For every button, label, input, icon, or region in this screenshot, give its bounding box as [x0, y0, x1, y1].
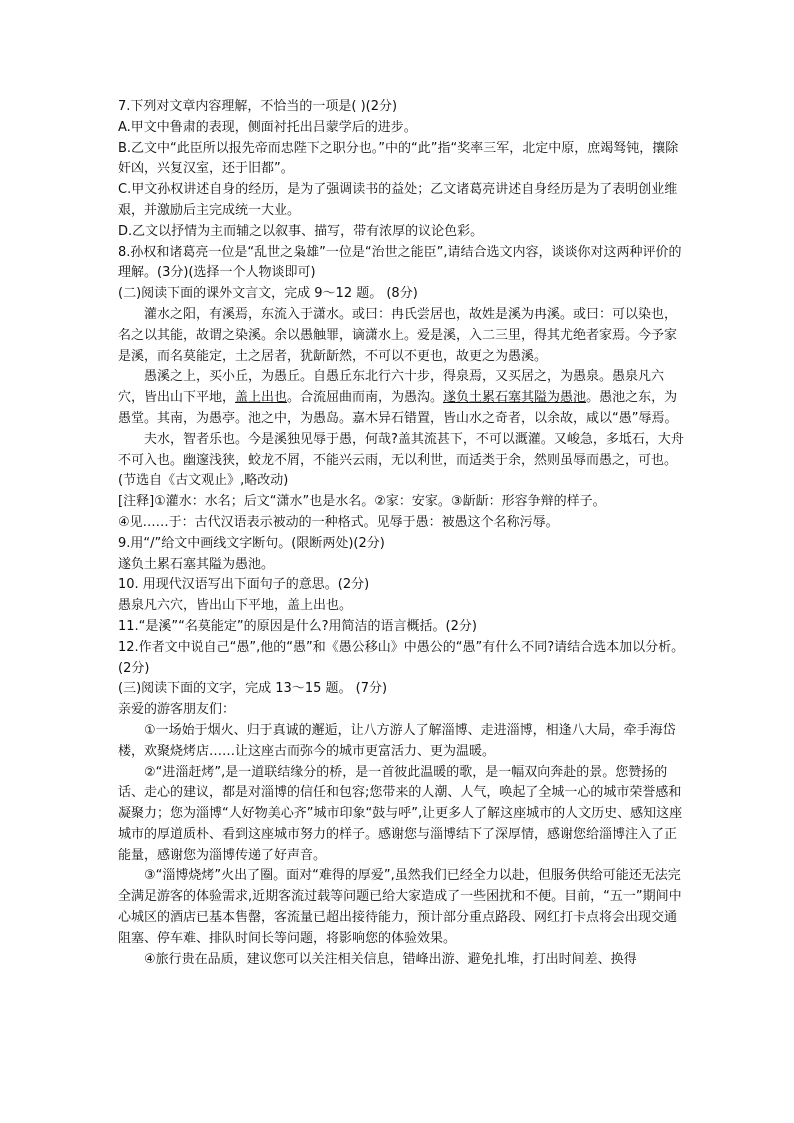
letter-paragraph-1: ①一场始于烟火、归于真诚的邂逅，让八方游人了解淄博、走进淄博，相逢八大局，牵手海岱楼，欢聚烧烤店……让这座古而弥今的城市更富活力、更为温暖。	[118, 722, 676, 759]
question-12: 12.作者文中说自己“愚”,他的“愚”和《愚公移山》中愚公的“愚”有什么不同?请结合选本加以分析。 (2分)	[118, 639, 685, 676]
question-7-option-b: B.乙文中“此臣所以报先帝而忠陛下之职分也。”中的“此”指“奖率三军，北定中原，庶竭驽钝，攘除奸凶，兴复汉室，还于旧都”。	[118, 140, 679, 177]
question-8: 8.孙权和诸葛亮一位是“乱世之枭雄”一位是“治世之能臣”,请结合选文内容，谈谈你对这两种评价的理解。(3分)(选择一个人物谈即可)	[118, 244, 682, 281]
letter-paragraph-3: ③“淄博烧烤”火出了圈。面对“难得的厚爱”,虽然我们已经全力以赴，但服务供给可能还无法完全满足游客的体验需求,近期客流过载等问题已给大家造成了一些困扰和不便。目前，“五一”期间中心城区的酒店已基本售罄，客流量已超出接待能力，预计部分重点路段、网红打卡点将会出现交通阻塞、停车难、排队时间长等问题，将影响您的体验效果。	[118, 868, 682, 946]
letter-greeting: 亲爱的游客朋友们：	[118, 702, 236, 718]
question-7-option-d: D.乙文以抒情为主而辅之以叙事、描写，带有浓厚的议论色彩。	[118, 223, 484, 239]
exam-page	[118, 97, 688, 970]
section-2-heading: (二)阅读下面的课外文言文，完成 9～12 题。 (8分)	[118, 286, 418, 302]
underlined-phrase-2: 遂负土累石塞其隘为愚池	[443, 390, 587, 406]
annotation-line-2: ④见……于：古代汉语表示被动的一种格式。见辱于愚：被愚这个名称污辱。	[118, 514, 559, 530]
letter-paragraph-4: ④旅行贵在品质，建议您可以关注相关信息，错峰出游、避免扎堆，打出时间差、换得	[144, 951, 637, 967]
section-3-heading: (三)阅读下面的文字，完成 13～15 题。 (7分)	[118, 681, 388, 697]
question-11: 11.“是溪”“名莫能定”的原因是什么?用简洁的语言概括。(2分)	[118, 618, 477, 634]
question-9-text: 遂负土累石塞其隘为愚池。	[118, 556, 275, 572]
annotation-line-1: [注释]①灌水：水名；后文“潇水”也是水名。②家：安家。③龂龂：形容争辩的样子。	[118, 494, 606, 510]
question-10-text: 愚泉凡六穴，皆出山下平地，盖上出也。	[118, 598, 353, 614]
question-7-option-c: C.甲文孙权讲述自身的经历，是为了强调读书的益处；乙文诸葛亮讲述自身经历是为了表明创业维艰，并激励后主完成统一大业。	[118, 182, 678, 218]
question-9: 9.用“/”给文中画线文字断句。(限断两处)(2分)	[118, 535, 385, 551]
underlined-phrase-1: 盖上出也	[235, 390, 288, 406]
classical-passage-paragraph-1: 灌水之阳，有溪焉，东流入于潇水。或曰：冉氏尝居也，故姓是溪为冉溪。或曰：可以染也，名之以其能，故谓之染溪。余以愚触罪，谪潇水上。爱是溪，入二三里，得其尤绝者家焉。今予家是溪，而名莫能定，土之居者，犹龂龂然，不可以不更也，故更之为愚溪。	[118, 306, 678, 364]
question-7-option-a: A.甲文中鲁肃的表现，侧面衬托出吕蒙学后的进步。	[118, 119, 417, 135]
classical-passage-paragraph-3: 夫水，智者乐也。今是溪独见辱于愚，何哉?盖其流甚下，不可以溉灌。又峻急，多坻石，大舟不可入也。幽邃浅狭，蛟龙不屑，不能兴云雨，无以利世，而适类于余，然则虽辱而愚之，可也。	[118, 431, 684, 468]
paragraph-2-text-mid: 。合流屈曲而南，为愚沟。	[287, 390, 444, 406]
question-7-stem: 7.下列对文章内容理解，不恰当的一项是( )(2分)	[118, 99, 398, 114]
paragraph-2-text-end: 。愚池之东，为愚堂。其南，为愚亭。池之中，为愚岛。嘉木异石错置，皆山水之奇者，以余故，咸以“愚”辱焉。	[118, 390, 678, 426]
question-10: 10. 用现代汉语写出下面句子的意思。(2分)	[118, 577, 370, 593]
passage-source: (节选自《古文观止》,略改动)	[118, 473, 289, 489]
letter-paragraph-2: ②“进淄赶烤”,是一道联结缘分的桥，是一首彼此温暖的歌，是一幅双向奔赴的景。您赞扬的话、走心的建议，都是对淄博的信任和包容;您带来的人潮、人气，唤起了全城一心的城市荣誉感和凝聚力；您为淄博“人好物美心齐”城市印象“鼓与呼”,让更多人了解这座城市的人文历史、感知这座城市的厚道质朴、看到这座城市努力的样子。感谢您与淄博结下了深厚情，感谢您给淄博注入了正能量，感谢您为淄博传递了好声音。	[118, 764, 683, 863]
paragraph-2-text-start: 愚溪之上，买小丘，为愚丘。自愚丘东北行六十步，得泉焉，又买居之，为愚泉。愚泉凡六穴，皆出山下平地，	[118, 369, 665, 406]
classical-passage-paragraph-2	[118, 367, 688, 429]
